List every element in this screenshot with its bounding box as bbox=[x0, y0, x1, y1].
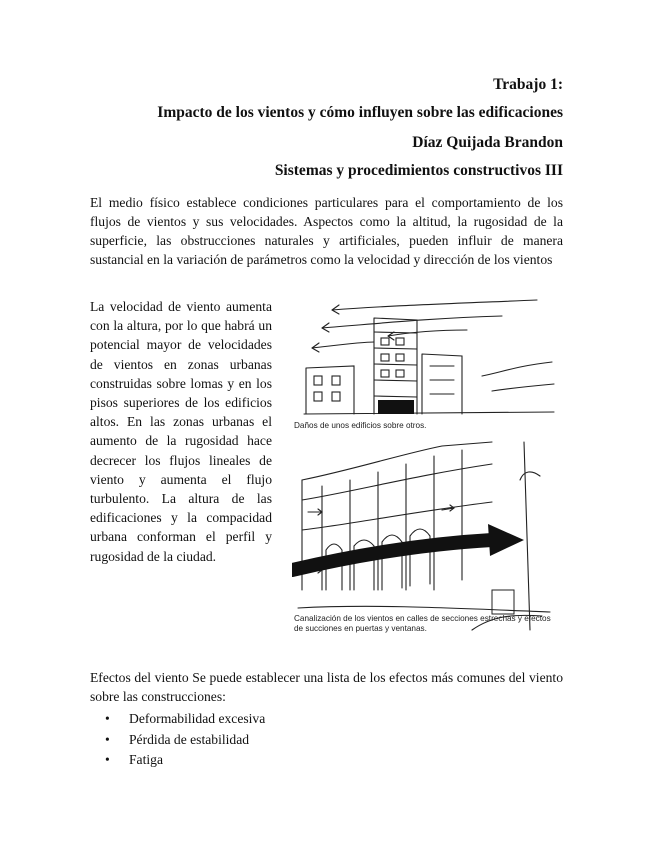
author-name: Díaz Quijada Brandon bbox=[412, 134, 563, 151]
list-item bbox=[90, 709, 265, 730]
buildings-wind-sketch bbox=[292, 296, 562, 436]
list-item-text: Fatiga bbox=[129, 752, 163, 767]
bullet-icon: • bbox=[105, 731, 110, 747]
effects-list bbox=[90, 709, 265, 771]
intro-paragraph: El medio físico establece condiciones particulares para el comportamiento de los flujos de vientos y sus velocidades. Aspectos como la altitud, la rugosidad de la superficie, las obstrucciones naturales y artificiales, pueden influir de manera sustancial en la variación de parámetros como la velocidad y dirección de los vientos bbox=[90, 195, 563, 267]
bullet-icon: • bbox=[105, 752, 110, 767]
effects-intro-paragraph: Efectos del viento Se puede establecer una lista de los efectos más comunes del viento sobre las construcciones: bbox=[90, 670, 563, 704]
bullet-icon: • bbox=[105, 711, 110, 726]
document-title: Impacto de los vientos y cómo influyen sobre las edificaciones bbox=[157, 104, 563, 121]
list-item bbox=[90, 750, 265, 771]
list-item-text: Pérdida de estabilidad bbox=[129, 731, 250, 747]
figure1-caption: Daños de unos edificios sobre otros. bbox=[294, 421, 427, 430]
assignment-label: Trabajo 1: bbox=[493, 76, 563, 93]
course-name: Sistemas y procedimientos constructivos III bbox=[274, 162, 563, 179]
wind-velocity-paragraph: La velocidad de viento aumenta con la altura, por lo que habrá un potencial mayor de velocidades de vientos en zonas urbanas construidas sobre lomas y en los pisos superiores de los edificios altos. En las zonas urbanas el aumento de la rugosidad hace decrecer los flujos lineales de viento y aumenta el flujo turbulento. La altura de las edificaciones y la compacidad urbana conforman el perfil y rugosidad de la ciudad. bbox=[90, 299, 272, 564]
street-wind-sketch bbox=[292, 440, 554, 636]
list-item-text: Deformabilidad excesiva bbox=[129, 711, 266, 726]
figure2-caption: Canalización de los vientos en calles de secciones estrechas y efectos de succiones en puertas y ventanas. bbox=[294, 614, 551, 633]
list-item bbox=[90, 730, 265, 751]
